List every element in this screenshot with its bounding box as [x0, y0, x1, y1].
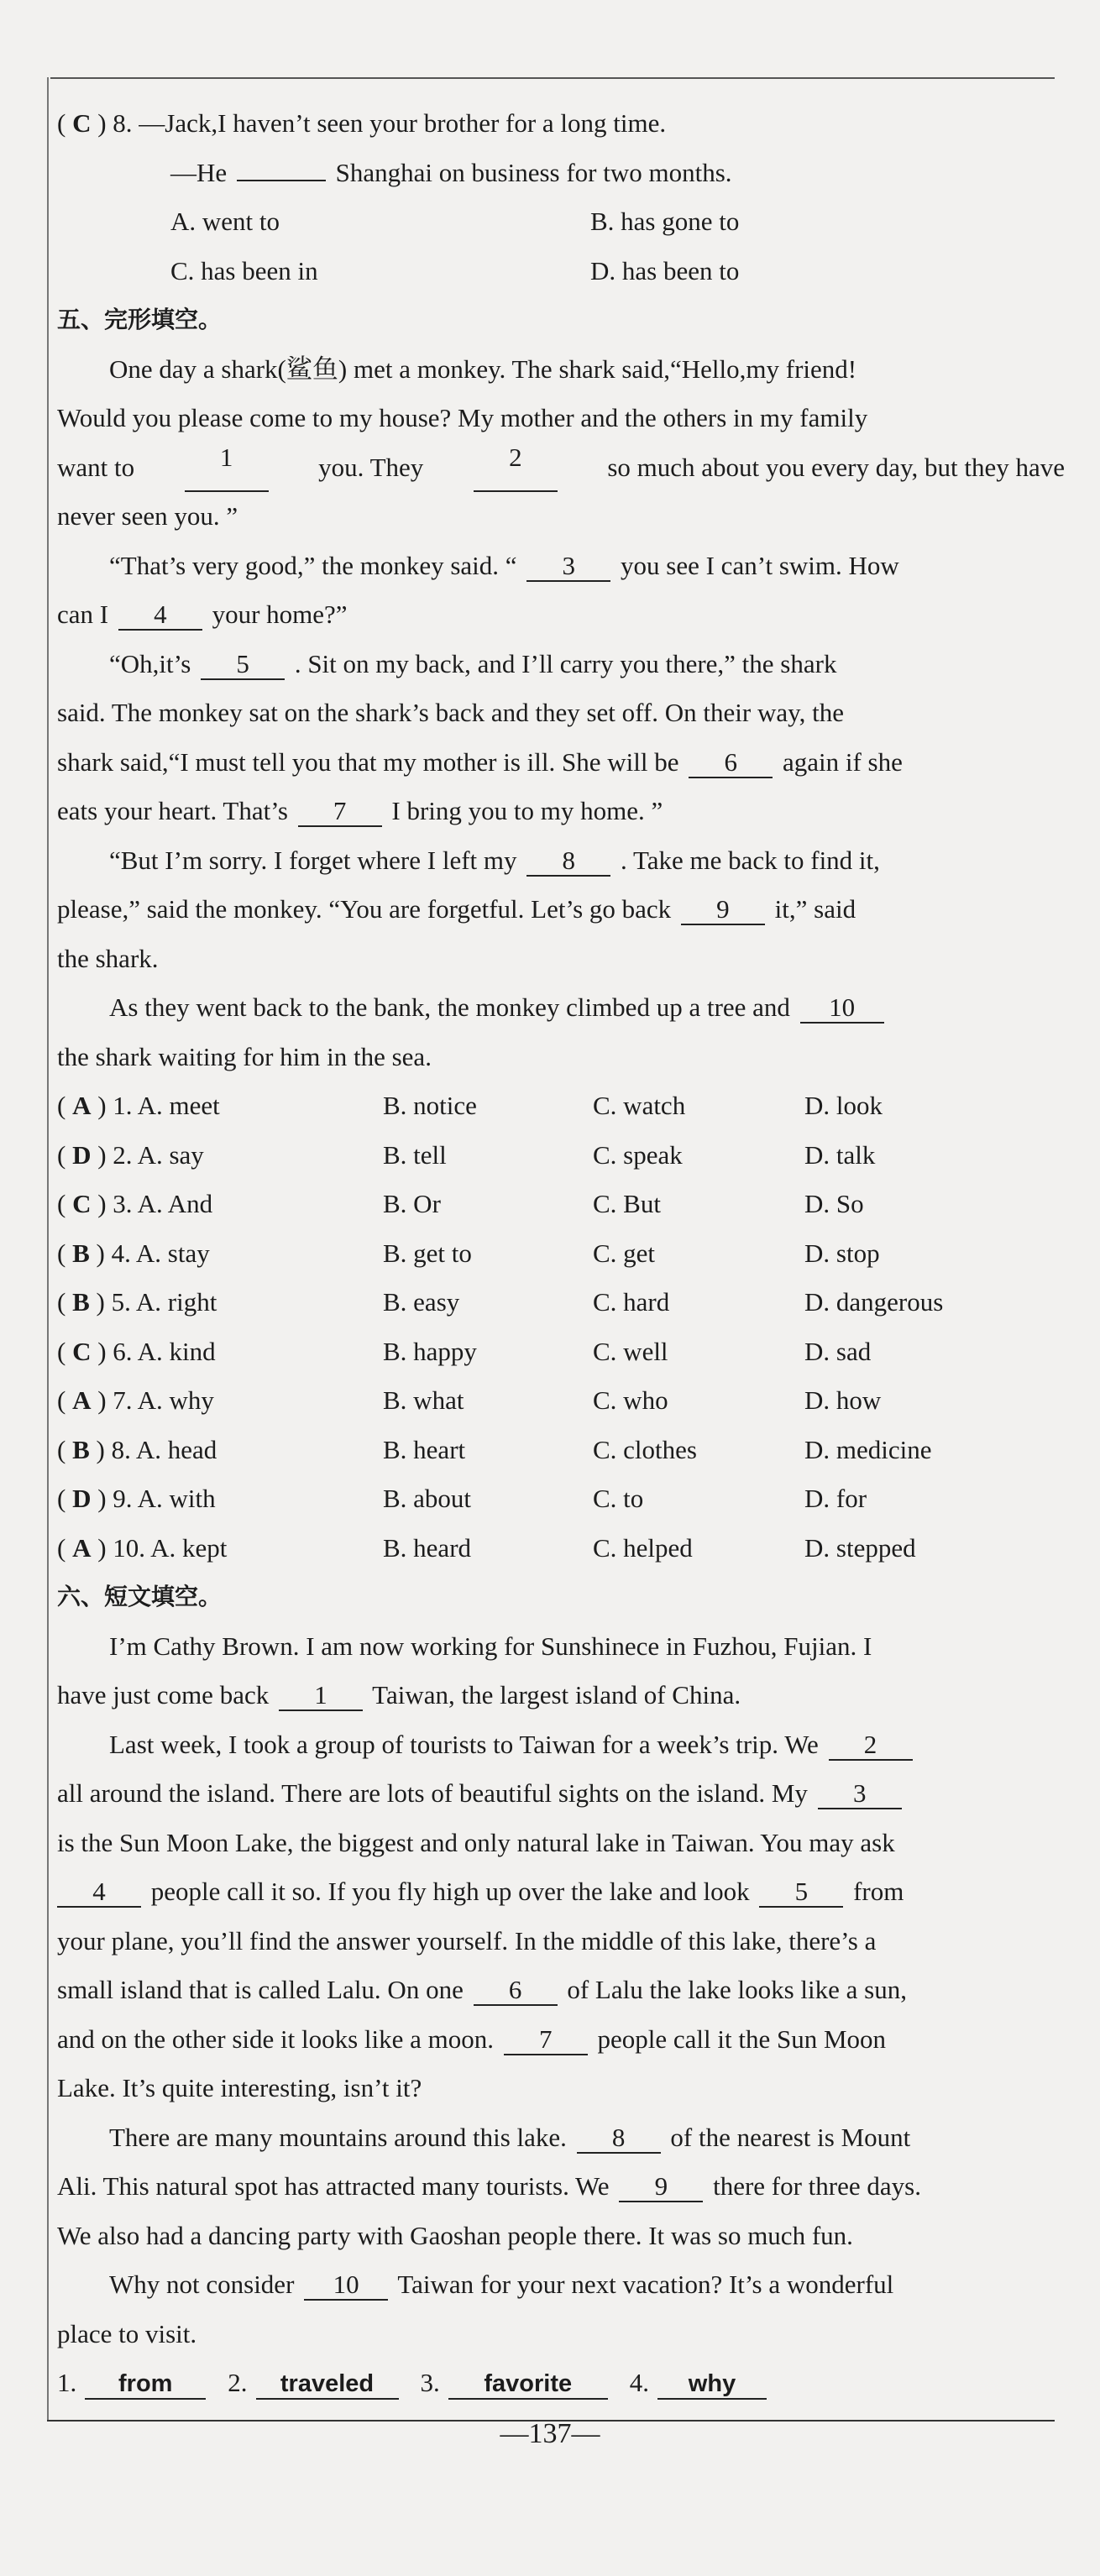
blank-4: 4: [118, 600, 202, 631]
answer-row: ( C ) 3. A. And B. Or C. But D. So: [57, 1189, 864, 1218]
blank-3: 3: [818, 1779, 902, 1809]
blank-6: 6: [474, 1976, 558, 2006]
s5-p4-l2: please,” said the monkey. “You are forgetful. Let’s go back 9 it,” said: [57, 894, 856, 924]
s6-p2-l8: Lake. It’s quite interesting, isn’t it?: [57, 2073, 422, 2102]
s5-p2-l2: can I 4 your home?”: [57, 599, 348, 629]
s5-p1-l4: never seen you. ”: [57, 501, 238, 531]
answer-row: ( A ) 1. A. meet B. notice C. watch D. look: [57, 1091, 883, 1120]
blank-4: 4: [57, 1877, 141, 1908]
s5-p5-l2: the shark waiting for him in the sea.: [57, 1041, 432, 1071]
blank-7: 7: [504, 2025, 588, 2055]
answer-blank: traveled: [256, 2369, 399, 2400]
s5-p2-l1: “That’s very good,” the monkey said. “ 3 you see I can’t swim. How: [109, 550, 899, 580]
answer-blank: from: [85, 2369, 206, 2400]
s6-p2-l7: and on the other side it looks like a moon. 7 people call it the Sun Moon: [57, 2024, 887, 2054]
answer-row: ( A ) 10. A. kept B. heard C. helped D. stepped: [57, 1532, 916, 1563]
s5-p4-l1: “But I’m sorry. I forget where I left my 8 . Take me back to find it,: [109, 845, 880, 875]
s5-p3-l3: shark said,“I must tell you that my mother is ill. She will be 6 again if she: [57, 746, 903, 777]
s5-p1-l3: want to 1 you. They 2 so much about you every day, but they have: [57, 443, 1065, 493]
blank-8: 8: [577, 2123, 661, 2154]
blank-10: 10: [304, 2270, 388, 2301]
answer-row: ( A ) 7. A. why B. what C. who D. how: [57, 1385, 882, 1415]
blank-10: 10: [800, 993, 884, 1024]
s6-p3-l3: We also had a dancing party with Gaoshan people there. It was so much fun.: [57, 2220, 853, 2250]
section6-heading: 六、短文填空。: [57, 1583, 223, 1610]
answer-blank: favorite: [448, 2369, 608, 2400]
worksheet-page: [57, 99, 1065, 2408]
s6-p2-l4: 4 people call it so. If you fly high up over the lake and look 5 from: [57, 1867, 1065, 1917]
s6-p2-l3: is the Sun Moon Lake, the biggest and only natural lake in Taiwan. You may ask: [57, 1827, 895, 1857]
blank: [237, 180, 326, 181]
q8-line2: —He Shanghai on business for two months.: [170, 157, 732, 187]
s6-p2-l5: your plane, you’ll find the answer yourself. In the middle of this lake, there’s a: [57, 1925, 877, 1956]
blank-9: 9: [681, 895, 765, 925]
s5-p1-l2: Would you please come to my house? My mother and the others in my family: [57, 403, 868, 432]
blank-6: 6: [689, 748, 773, 778]
section6-answer-line: 1. from 2. traveled 3. favorite 4. why: [57, 2359, 1065, 2408]
answer-row: ( B ) 4. A. stay B. get to C. get D. stop: [57, 1238, 880, 1268]
blank-2: 2: [829, 1730, 913, 1761]
section5-heading: 五、完形填空。: [57, 306, 223, 333]
answer-row: ( D ) 9. A. with B. about C. to D. for: [57, 1484, 867, 1513]
s5-p3-l2: said. The monkey sat on the shark’s back and they set off. On their way, the: [57, 698, 844, 727]
blank-7: 7: [298, 797, 382, 827]
blank-1: 1: [279, 1681, 363, 1711]
q8-options-cd: C. has been in D. has been to: [170, 255, 740, 285]
s6-p4-l2: place to visit.: [57, 2318, 197, 2348]
s6-p3-l1: There are many mountains around this lake. 8 of the nearest is Mount: [109, 2122, 911, 2152]
answer-row: ( B ) 5. A. right B. easy C. hard D. dangerous: [57, 1287, 944, 1317]
s6-p2-l2: all around the island. There are lots of beautiful sights on the island. My 3: [57, 1769, 1065, 1819]
answer-row: ( B ) 8. A. head B. heart C. clothes D. medicine: [57, 1434, 932, 1464]
blank-1: 1: [185, 443, 269, 493]
q8-answer: C: [72, 108, 92, 138]
blank-2: 2: [474, 443, 558, 493]
answer-blank: why: [657, 2369, 767, 2400]
s5-p3-l1: “Oh,it’s 5 . Sit on my back, and I’ll carry you there,” the shark: [109, 648, 837, 678]
s6-p2-l6: small island that is called Lalu. On one 6 of Lalu the lake looks like a sun,: [57, 1975, 907, 2004]
q8-options-ab: A. went to B. has gone to: [170, 207, 740, 236]
page-number: —137—: [500, 2418, 600, 2449]
blank-5: 5: [201, 650, 285, 680]
s6-p4-l1: Why not consider 10 Taiwan for your next vacation? It’s a wonderful: [109, 2270, 894, 2299]
blank-9: 9: [619, 2172, 703, 2202]
answer-row: ( D ) 2. A. say B. tell C. speak D. talk: [57, 1139, 876, 1170]
s5-p5-l1: As they went back to the bank, the monkey climbed up a tree and 10: [57, 983, 1065, 1033]
s6-p1-l1: I’m Cathy Brown. I am now working for Sunshinece in Fuzhou, Fujian. I: [109, 1631, 872, 1661]
s5-p4-l3: the shark.: [57, 943, 159, 973]
s6-p1-l2: have just come back 1 Taiwan, the largest island of China.: [57, 1680, 741, 1709]
blank-3: 3: [526, 552, 610, 582]
blank-5: 5: [759, 1877, 843, 1908]
q8-stem: ( C ) 8. —Jack,I haven’t seen your brother for a long time.: [57, 108, 667, 138]
top-rule: [50, 77, 1055, 79]
s6-p2-l1: Last week, I took a group of tourists to Taiwan for a week’s trip. We 2: [57, 1720, 1065, 1770]
left-rule: [47, 77, 49, 2420]
s6-p3-l2: Ali. This natural spot has attracted many tourists. We 9 there for three days.: [57, 2171, 921, 2201]
s5-p3-l4: eats your heart. That’s 7 I bring you to my home. ”: [57, 796, 663, 825]
s5-p1-l1: One day a shark(鲨鱼) met a monkey. The shark said,“Hello,my friend!: [109, 353, 857, 384]
answer-row: ( C ) 6. A. kind B. happy C. well D. sad: [57, 1336, 872, 1366]
section5-answer-list: [57, 1081, 1065, 1573]
blank-8: 8: [526, 846, 610, 877]
